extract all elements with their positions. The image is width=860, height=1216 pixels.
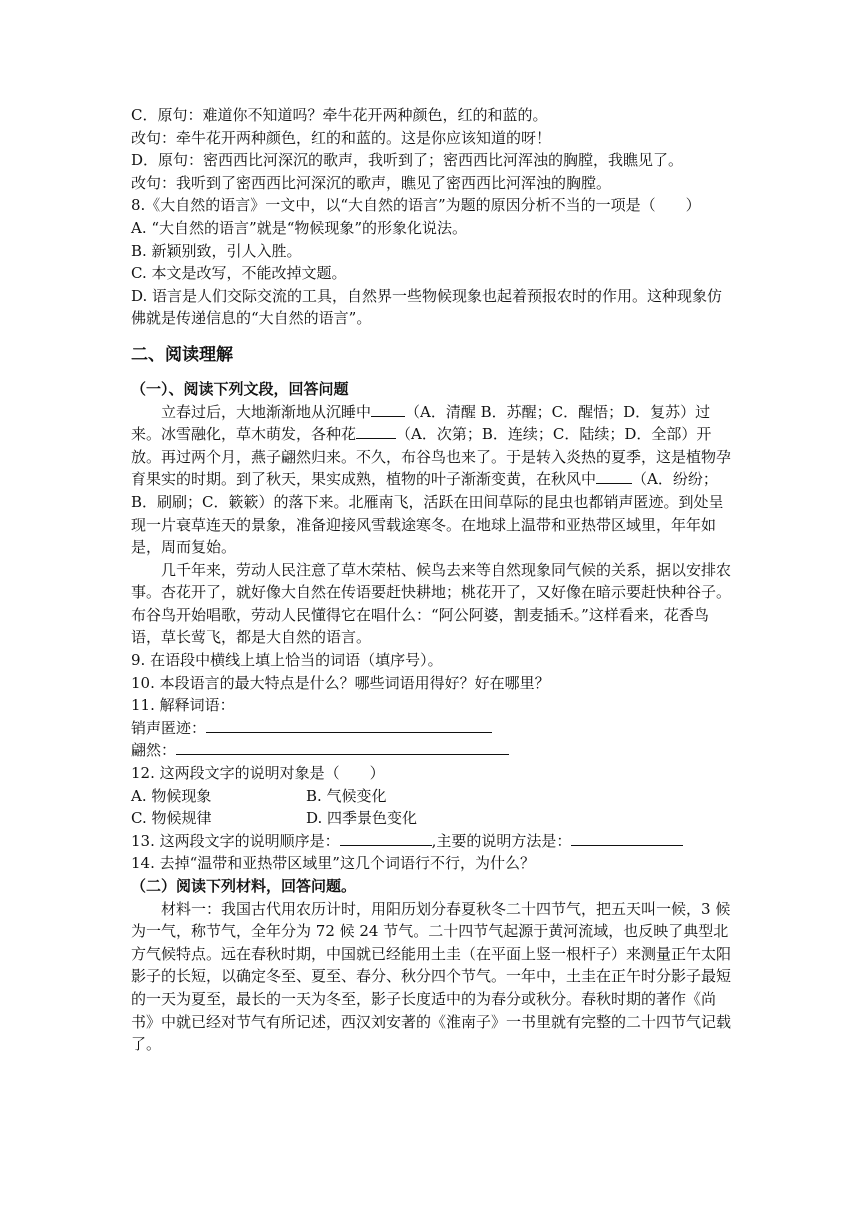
- question-11-word-1: [131, 717, 731, 740]
- part1-title: （一）、阅读下列文段，回答问题: [131, 379, 349, 398]
- fill-blank-3[interactable]: [596, 469, 632, 484]
- question-9: 9. 在语段中横线上填上恰当的词语（填序号）。: [131, 651, 443, 670]
- q7-option-d-revised: 改句：我听到了密西西比河深沉的歌声，瞧见了密西西比河浑浊的胸膛。: [131, 173, 612, 192]
- passage-text: （A．清醒 B．苏醒；C．醒悟；D．复苏）过来。冰雪融化，草木萌发，各种花: [131, 402, 711, 444]
- question-11: 11. 解释词语：: [131, 696, 235, 715]
- question-text: ,主要的说明方法是：: [431, 831, 572, 850]
- document-content: [131, 104, 731, 1056]
- question-12: 12. 这两段文字的说明对象是（ ）: [131, 764, 385, 783]
- q12-option-a: A. 物候现象: [131, 786, 212, 805]
- answer-line[interactable]: [206, 718, 492, 733]
- answer-line[interactable]: [340, 831, 432, 846]
- q12-option-b: B. 气候变化: [306, 786, 387, 805]
- fill-blank-2[interactable]: [356, 424, 396, 439]
- fill-blank-1[interactable]: [371, 402, 405, 417]
- q12-option-c: C. 物候规律: [131, 809, 212, 828]
- answer-line[interactable]: [571, 831, 683, 846]
- question-12-options-row-2: [131, 807, 731, 830]
- word-label: 翩然：: [131, 741, 177, 760]
- passage-paragraph-1: [131, 401, 731, 559]
- question-13: [131, 830, 731, 853]
- q8-option-c: C. 本文是改写，不能改掉文题。: [131, 264, 347, 283]
- passage-text: （A．纷纷；B．刷刷；C．簌簌）的落下来。北雁南飞，活跃在田间草际的昆虫也都销声匿迹。到处呈现一片衰草连天的景象，准备迎接风雪载途寒冬。在地球上温带和亚热带区域里，年年如是，周而复始。: [131, 470, 724, 557]
- passage-text: 立春过后，大地渐渐地从沉睡中: [161, 402, 372, 421]
- passage-paragraph-2: 几千年来，劳动人民注意了草木荣枯、候鸟去来等自然现象同气候的关系，据以安排农事。杏花开了，就好像大自然在传语要赶快耕地；桃花开了，又好像在暗示要赶快种谷子。布谷鸟开始唱歌，劳动人民懂得它在唱什么：“阿公阿婆，割麦插禾。”这样看来，花香鸟语，草长莺飞，都是大自然的语言。: [131, 560, 732, 647]
- question-text: 13. 这两段文字的说明顺序是：: [131, 831, 340, 850]
- q7-option-d-original: D．原句：密西西比河深沉的歌声，我听到了；密西西比河浑浊的胸膛，我瞧见了。: [131, 151, 684, 170]
- word-label: 销声匿迹：: [131, 718, 207, 737]
- question-14: 14. 去掉“温带和亚热带区域里”这几个词语行不行，为什么？: [131, 854, 535, 873]
- q8-option-d: D. 语言是人们交际交流的工具，自然界一些物候现象也起着预报农时的作用。这种现象仿佛就是传递信息的“大自然的语言”。: [131, 286, 723, 328]
- section-title: 二、阅读理解: [131, 344, 233, 365]
- q8-option-b: B. 新颖别致，引人入胜。: [131, 241, 302, 260]
- material-1: 材料一：我国古代用农历计时，用阳历划分春夏秋冬二十四节气，把五天叫一候，3 候为一气，称节气，全年分为 72 候 24 节气。二十四节气起源于黄河流域，也反映了典型北方气候特点。远在春秋时期，中国就已经能用土圭（在平面上竖一根杆子）来测量正午太阳影子的长短，以确定冬至、夏至、春分、秋分四个节气。一年中，土圭在正午时分影子最短的一天为夏至，最长的一天为冬至，影子长度适中的为春分或秋分。春秋时期的著作《尚书》中就已经对节气有所记述，西汉刘安著的《淮南子》一书里就有完整的二十四节气记载了。: [131, 899, 732, 1054]
- q8-option-a: A. “大自然的语言”就是“物候现象”的形象化说法。: [131, 218, 468, 237]
- q8-stem: 8.《大自然的语言》一文中，以“大自然的语言”为题的原因分析不当的一项是（ ）: [131, 196, 701, 215]
- answer-line[interactable]: [176, 740, 509, 755]
- q7-option-c-original: C．原句：难道你不知道吗？牵牛花开两种颜色，红的和蓝的。: [131, 106, 548, 124]
- passage-text: （A．次第；B．连续；C．陆续；D．全部）开放。再过两个月，燕子翩然归来。不久，布谷鸟也来了。于是转入炎热的夏季，这是植物孕育果实的时期。到了秋天，果实成熟，植物的叶子渐渐变黄，在秋风中: [131, 425, 732, 489]
- question-10: 10. 本段语言的最大特点是什么？哪些词语用得好？好在哪里？: [131, 673, 550, 692]
- q12-option-d: D. 四季景色变化: [306, 809, 418, 828]
- question-11-word-2: [131, 739, 731, 762]
- q7-option-c-revised: 改句：牵牛花开两种颜色，红的和蓝的。这是你应该知道的呀！: [131, 128, 552, 147]
- question-12-options-row-1: [131, 785, 731, 808]
- part2-title: （二）阅读下列材料，回答问题。: [131, 877, 357, 895]
